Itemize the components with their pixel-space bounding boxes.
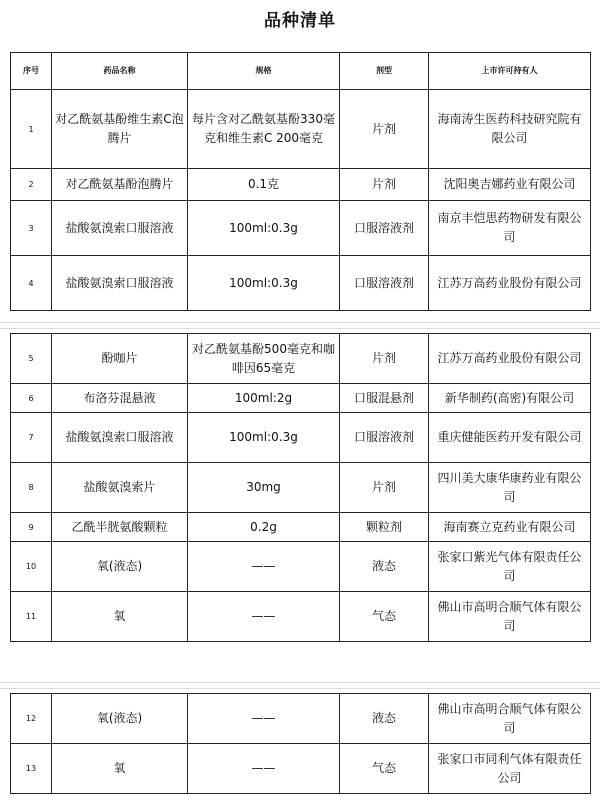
cell-form: 片剂 — [340, 90, 429, 169]
cell-spec: 每片含对乙酰氨基酚330毫克和维生素C 200毫克 — [188, 90, 340, 169]
cell-spec: —— — [188, 542, 340, 592]
cell-name: 氧(液态) — [52, 694, 188, 744]
header-form: 剂型 — [340, 53, 429, 90]
cell-form: 气态 — [340, 592, 429, 642]
cell-no: 3 — [11, 201, 52, 256]
cell-form: 气态 — [340, 744, 429, 794]
cell-holder: 沈阳奥吉娜药业有限公司 — [429, 169, 591, 201]
cell-spec: 100ml:2g — [188, 384, 340, 413]
cell-no: 13 — [11, 744, 52, 794]
cell-name: 盐酸氨溴索片 — [52, 463, 188, 513]
cell-holder: 海南涛生医药科技研究院有限公司 — [429, 90, 591, 169]
cell-holder: 佛山市高明合顺气体有限公司 — [429, 694, 591, 744]
cell-holder: 佛山市高明合顺气体有限公司 — [429, 592, 591, 642]
cell-holder: 张家口紫光气体有限责任公司 — [429, 542, 591, 592]
cell-name: 盐酸氨溴索口服溶液 — [52, 201, 188, 256]
cell-name: 氧 — [52, 592, 188, 642]
cell-no: 10 — [11, 542, 52, 592]
cell-no: 11 — [11, 592, 52, 642]
cell-holder: 四川美大康华康药业有限公司 — [429, 463, 591, 513]
cell-form: 液态 — [340, 694, 429, 744]
cell-no: 6 — [11, 384, 52, 413]
cell-name: 氧 — [52, 744, 188, 794]
cell-spec: 100ml:0.3g — [188, 201, 340, 256]
cell-name: 氧(液态) — [52, 542, 188, 592]
table-row — [11, 744, 591, 794]
cell-spec: 100ml:0.3g — [188, 256, 340, 311]
cell-form: 片剂 — [340, 463, 429, 513]
cell-no: 5 — [11, 334, 52, 384]
cell-spec: 100ml:0.3g — [188, 413, 340, 463]
table-row — [11, 169, 591, 201]
header-spec: 规格 — [188, 53, 340, 90]
table-row — [11, 334, 591, 384]
table-row — [11, 463, 591, 513]
cell-name: 盐酸氨溴索口服溶液 — [52, 413, 188, 463]
cell-spec: —— — [188, 694, 340, 744]
table-row — [11, 90, 591, 169]
cell-no: 4 — [11, 256, 52, 311]
cell-holder: 张家口市同利气体有限责任公司 — [429, 744, 591, 794]
table-row — [11, 513, 591, 542]
page-title: 品种清单 — [264, 11, 336, 31]
cell-form: 口服混悬剂 — [340, 384, 429, 413]
drug-table-part-1 — [10, 52, 591, 311]
cell-spec: —— — [188, 744, 340, 794]
header-no: 序号 — [11, 53, 52, 90]
cell-holder: 重庆健能医药开发有限公司 — [429, 413, 591, 463]
table-row — [11, 201, 591, 256]
table-row — [11, 384, 591, 413]
table-row — [11, 542, 591, 592]
cell-no: 1 — [11, 90, 52, 169]
cell-form: 口服溶液剂 — [340, 256, 429, 311]
cell-spec: 对乙酰氨基酚500毫克和咖啡因65毫克 — [188, 334, 340, 384]
table-row — [11, 256, 591, 311]
cell-spec: 0.1克 — [188, 169, 340, 201]
cell-name: 乙酰半胱氨酸颗粒 — [52, 513, 188, 542]
cell-holder: 新华制药(高密)有限公司 — [429, 384, 591, 413]
cell-form: 液态 — [340, 542, 429, 592]
cell-name: 布洛芬混悬液 — [52, 384, 188, 413]
cell-holder: 江苏万高药业股份有限公司 — [429, 256, 591, 311]
cell-no: 8 — [11, 463, 52, 513]
cell-holder: 海南赛立克药业有限公司 — [429, 513, 591, 542]
cell-spec: 30mg — [188, 463, 340, 513]
header-name: 药品名称 — [52, 53, 188, 90]
cell-name: 对乙酰氨基酚维生素C泡腾片 — [52, 90, 188, 169]
table-row — [11, 592, 591, 642]
cell-no: 2 — [11, 169, 52, 201]
table-row — [11, 694, 591, 744]
drug-table-part-2 — [10, 333, 591, 642]
header-holder: 上市许可持有人 — [429, 53, 591, 90]
cell-form: 口服溶液剂 — [340, 413, 429, 463]
cell-name: 对乙酰氨基酚泡腾片 — [52, 169, 188, 201]
cell-name: 酚咖片 — [52, 334, 188, 384]
cell-no: 12 — [11, 694, 52, 744]
cell-no: 7 — [11, 413, 52, 463]
drug-table-part-3 — [10, 693, 591, 794]
cell-holder: 江苏万高药业股份有限公司 — [429, 334, 591, 384]
cell-form: 口服溶液剂 — [340, 201, 429, 256]
cell-no: 9 — [11, 513, 52, 542]
cell-form: 片剂 — [340, 169, 429, 201]
table-row — [11, 413, 591, 463]
cell-name: 盐酸氨溴索口服溶液 — [52, 256, 188, 311]
cell-form: 片剂 — [340, 334, 429, 384]
table-header-row — [11, 53, 591, 90]
cell-spec: 0.2g — [188, 513, 340, 542]
cell-holder: 南京丰恺思药物研发有限公司 — [429, 201, 591, 256]
cell-spec: —— — [188, 592, 340, 642]
cell-form: 颗粒剂 — [340, 513, 429, 542]
